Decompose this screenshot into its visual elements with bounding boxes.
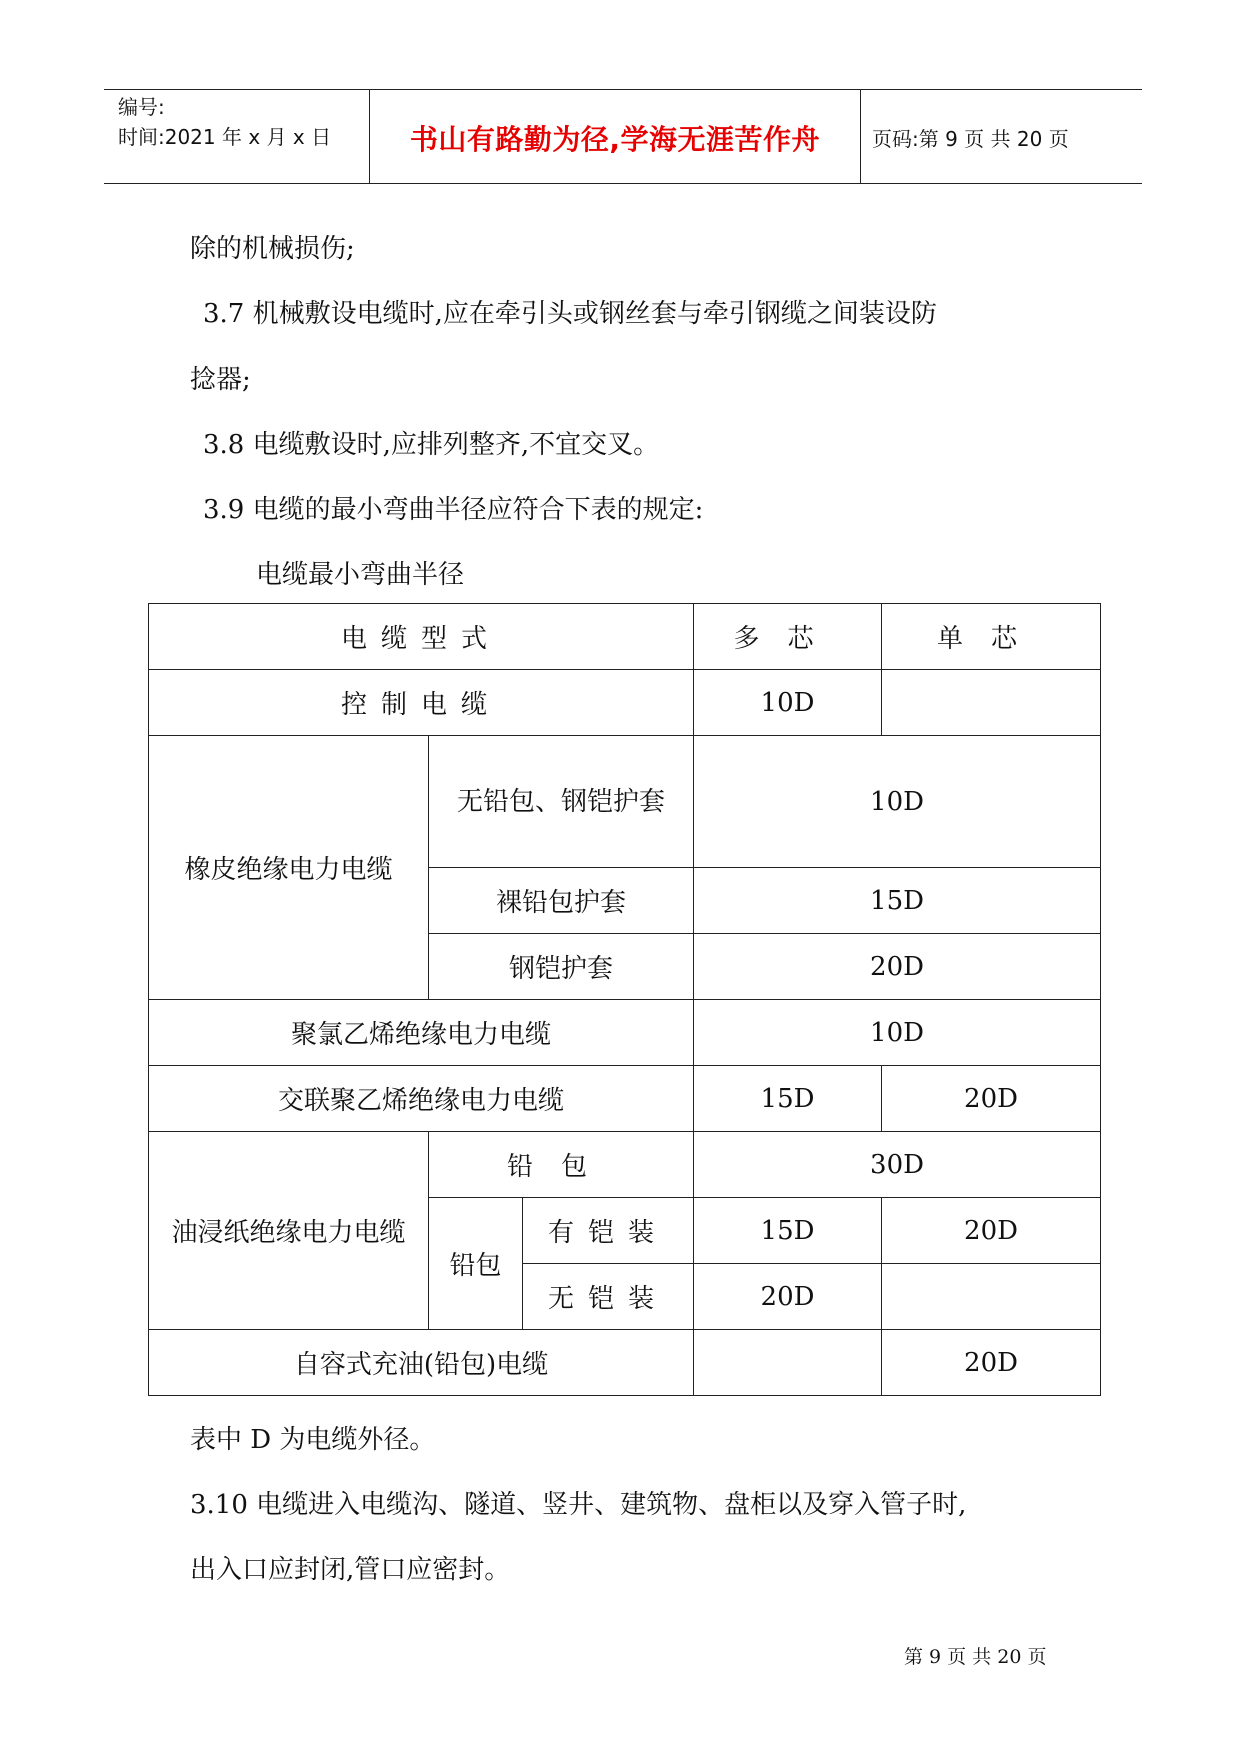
cell-pvc-value: 10D (694, 1000, 1101, 1066)
cell-oil-unarmored-multi: 20D (694, 1264, 882, 1330)
table-row (149, 1000, 1101, 1066)
cell-oil-armored-multi: 15D (694, 1198, 882, 1264)
cell-oil-cable: 油浸纸绝缘电力电缆 (149, 1132, 429, 1330)
cell-pvc-cable: 聚氯乙烯绝缘电力电缆 (149, 1000, 694, 1066)
header-motto: 书山有路勤为径,学海无涯苦作舟 (409, 123, 821, 156)
cell-xlpe-single: 20D (882, 1066, 1101, 1132)
cell-rubber-cable: 橡皮绝缘电力电缆 (149, 736, 429, 1000)
table-row (149, 670, 1101, 736)
table-row (149, 1132, 1101, 1198)
header-bottom-rule (104, 183, 1142, 184)
cell-control-single (882, 670, 1101, 736)
cell-selfcontained-single: 20D (882, 1330, 1101, 1396)
header-divider-right (860, 89, 861, 183)
paragraph-3-10-cont: 出入口应封闭,管口应密封。 (190, 1555, 511, 1585)
cell-control-multi: 10D (694, 670, 882, 736)
cell-oil-lead-value: 30D (694, 1132, 1101, 1198)
cell-oil-lead2: 铅包 (429, 1198, 523, 1330)
table-row (149, 736, 1101, 868)
header-single-core: 单芯 (882, 604, 1101, 670)
document-time-label: 时间:2021 年 x 月 x 日 (118, 125, 332, 149)
header-top-rule (104, 89, 1142, 90)
bending-radius-table (148, 603, 1101, 1396)
cell-rubber-sub1-value: 10D (694, 736, 1101, 868)
cell-control-cable: 控制电缆 (149, 670, 694, 736)
paragraph-3-10: 3.10 电缆进入电缆沟、隧道、竖井、建筑物、盘柜以及穿入管子时, (190, 1490, 967, 1520)
cell-oil-armored-single: 20D (882, 1198, 1101, 1264)
paragraph-3-7: 3.7 机械敷设电缆时,应在牵引头或钢丝套与牵引钢缆之间装设防 (203, 299, 937, 329)
paragraph-3-8: 3.8 电缆敷设时,应排列整齐,不宜交叉。 (203, 430, 660, 460)
cell-selfcontained-cable: 自容式充油(铅包)电缆 (149, 1330, 694, 1396)
cell-oil-armored: 有铠装 (523, 1198, 694, 1264)
table-note: 表中 D 为电缆外径。 (190, 1425, 436, 1455)
cell-rubber-sub2: 裸铅包护套 (429, 868, 694, 934)
cell-oil-unarmored-single (882, 1264, 1101, 1330)
cell-rubber-sub3-value: 20D (694, 934, 1101, 1000)
table-row (149, 1330, 1101, 1396)
cell-xlpe-cable: 交联聚乙烯绝缘电力电缆 (149, 1066, 694, 1132)
cell-rubber-sub3: 钢铠护套 (429, 934, 694, 1000)
table-title: 电缆最小弯曲半径 (256, 560, 465, 590)
paragraph-3-9: 3.9 电缆的最小弯曲半径应符合下表的规定: (203, 495, 704, 525)
cell-selfcontained-multi (694, 1330, 882, 1396)
cell-rubber-sub1: 无铅包、钢铠护套 (429, 736, 694, 868)
header-page-label: 页码:第 9 页 共 20 页 (872, 127, 1069, 151)
header-multi-core: 多芯 (694, 604, 882, 670)
cell-oil-unarmored: 无铠装 (523, 1264, 694, 1330)
cell-xlpe-multi: 15D (694, 1066, 882, 1132)
table-header-row (149, 604, 1101, 670)
footer-page-number: 第 9 页 共 20 页 (904, 1646, 1047, 1668)
header-cable-type: 电缆型式 (149, 604, 694, 670)
paragraph-1: 除的机械损伤; (190, 234, 355, 264)
paragraph-3-7-cont: 捻器; (190, 365, 251, 395)
table-row (149, 1066, 1101, 1132)
header-meta (118, 92, 331, 152)
cell-rubber-sub2-value: 15D (694, 868, 1101, 934)
document-number-label: 编号: (118, 95, 165, 119)
cell-oil-lead: 铅包 (429, 1132, 694, 1198)
